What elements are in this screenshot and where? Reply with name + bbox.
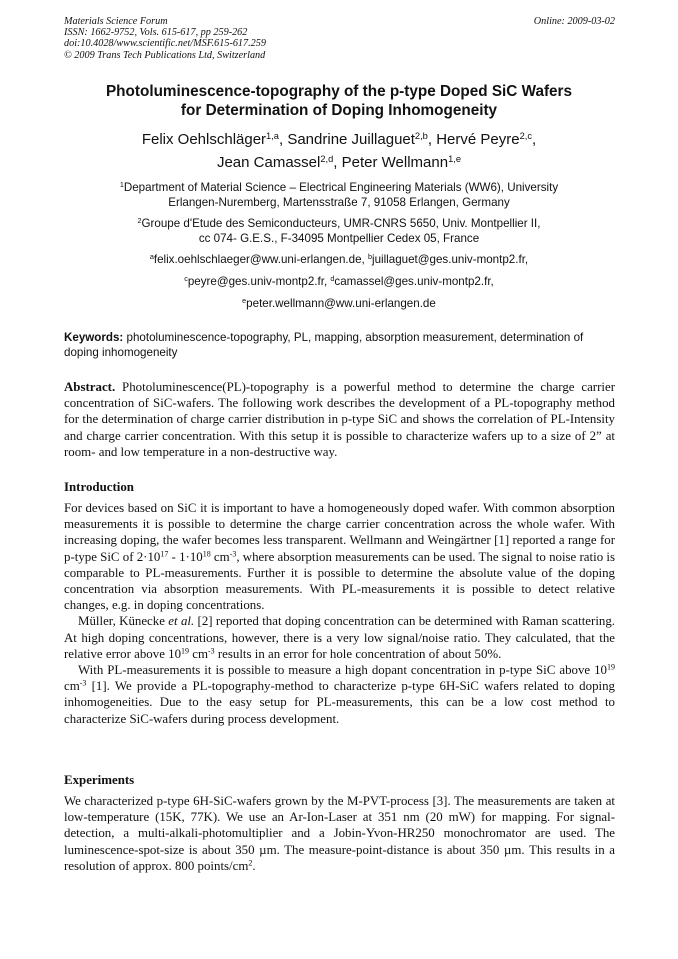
exponent: 18 xyxy=(202,549,211,559)
author-name: Sandrine Juillaguet xyxy=(287,131,415,148)
doi-line: doi:10.4028/www.scientific.net/MSF.615-617.259 xyxy=(64,38,266,50)
affiliation-text: Department of Material Science – Electrical Engineering Materials (WW6), University xyxy=(123,181,559,194)
email-line-3 xyxy=(40,296,638,311)
email-mark: d xyxy=(330,274,335,284)
journal-header xyxy=(64,16,615,61)
paragraph-text: results in an error for hole concentration of about 50%. xyxy=(214,646,502,661)
affiliation-2-line-2: cc 074- G.E.S., F-34095 Montpellier Cedex 05, France xyxy=(198,232,480,245)
online-date: Online: 2009-03-02 xyxy=(533,16,615,27)
separator: , xyxy=(333,154,342,171)
copyright-line: © 2009 Trans Tech Publications Ltd, Switzerland xyxy=(64,49,266,61)
affiliation-2 xyxy=(40,216,638,246)
author-name: Peter Wellmann xyxy=(341,154,449,171)
exponent: 17 xyxy=(160,549,169,559)
introduction-heading: Introduction xyxy=(64,480,134,494)
email-address: felix.oehlschlaeger@ww.uni-erlangen.de, xyxy=(153,253,365,266)
exponent: -3 xyxy=(79,678,87,688)
abstract-label: Abstract. xyxy=(64,380,116,394)
affiliation-1 xyxy=(40,180,638,210)
author-affiliation-mark: 1,e xyxy=(448,153,462,164)
title-line-2: for Determination of Doping Inhomogeneity xyxy=(180,102,498,119)
exponent: -3 xyxy=(229,549,237,559)
introduction-paragraph-1 xyxy=(64,500,615,613)
keywords xyxy=(64,330,615,360)
paragraph-text: With PL-measurements it is possible to measure a high dopant concentration in p-type SiC above 10 xyxy=(78,663,608,678)
paragraph-text: , where absorption measurements can be used. The signal to noise ratio is comparable to PL-measurements. Further it is possible to determine the absolute value of the doping concentration via absorption measurements. With PL-measurements it is possible to detect relative changes, e.g. in doping concentrations. xyxy=(64,549,615,613)
introduction-paragraph-3 xyxy=(64,662,615,727)
exponent: -3 xyxy=(208,646,215,656)
email-mark: a xyxy=(149,252,154,262)
email-line-2 xyxy=(40,274,638,289)
affiliation-1-line-2: Erlangen-Nuremberg, Martensstraße 7, 91058 Erlangen, Germany xyxy=(168,196,510,209)
journal-name: Materials Science Forum xyxy=(64,16,168,27)
experiments-paragraph-1 xyxy=(64,793,615,874)
author-affiliation-mark: 1,a xyxy=(266,130,279,141)
exponent: 19 xyxy=(607,662,615,672)
introduction-body xyxy=(64,500,615,727)
author-list xyxy=(40,128,638,174)
affiliation-number: 1 xyxy=(119,180,124,190)
paper-title xyxy=(40,82,638,120)
paragraph-text: cm xyxy=(189,646,208,661)
abstract xyxy=(64,379,615,460)
email-line-1 xyxy=(40,252,638,267)
exponent: 19 xyxy=(181,646,190,656)
keywords-label: Keywords: xyxy=(64,331,124,344)
author-name: Hervé Peyre xyxy=(436,131,520,148)
email-mark: b xyxy=(368,252,372,262)
authors-line-2 xyxy=(40,151,638,174)
paragraph-text: For devices based on SiC it is important to have a homogeneously doped wafer. With common absorption measurements it is possible to determine the charge carrier concentration across the whole wafer. With increasing doping, the wafer becomes less transparent. Wellmann and Weingärtner [1] reported a range for p-type SiC of 2·10 xyxy=(64,501,615,564)
author-name: Jean Camassel xyxy=(216,154,321,171)
affiliation-text: Groupe d'Etude des Semiconducteurs, UMR-CNRS 5650, Univ. Montpellier II, xyxy=(141,217,541,230)
paragraph-text: Müller, Künecke xyxy=(78,614,169,629)
separator: , xyxy=(531,131,537,148)
author-affiliation-mark: 2,b xyxy=(414,130,428,141)
separator: , xyxy=(278,131,288,148)
paragraph-text: . xyxy=(252,858,256,873)
paragraph-text: [1]. We provide a PL-topography-method to characterize p-type 6H-SiC wafers related to doping inhomogeneities. Due to the easy setup for PL-measurements, this can be a low cost method to characterize SiC-wafers during process development. xyxy=(64,679,615,726)
introduction-paragraph-2 xyxy=(64,613,615,662)
experiments-heading: Experiments xyxy=(64,773,135,787)
email-mark: c xyxy=(184,274,188,284)
paragraph-text: [2] reported that doping concentration can be determined with Raman scattering. At high doping concentrations, however, there is a very low signal/noise ratio. They calculated, that the relative error above 10 xyxy=(64,614,616,661)
author-name: Felix Oehlschläger xyxy=(141,131,267,148)
email-address: juillaguet@ges.univ-montp2.fr, xyxy=(372,253,529,266)
exponent: 2 xyxy=(248,858,253,868)
email-mark: e xyxy=(242,296,247,306)
affiliation-number: 2 xyxy=(137,216,142,226)
keywords-text: photoluminescence-topography, PL, mapping, absorption measurement, determination of doping inhomogeneity xyxy=(64,331,584,359)
et-al: et al. xyxy=(168,614,195,629)
paragraph-text: - 1·10 xyxy=(168,549,203,564)
affiliation-1-line-1 xyxy=(40,180,638,195)
paragraph-text: We characterized p-type 6H-SiC-wafers grown by the M-PVT-process [3]. The measurements are taken at low-temperature (15K, 77K). We use an Ar-Ion-Laser at 351 nm (20 mW) for mapping. For signal-detection, a multi-alkali-photomultiplier and a Jobin-Yvon-HR250 monochromator are used. The luminescence-spot-size is about 350 µm. The measure-point-distance is about 350 µm. This results in a resolution of approx. 800 points/cm xyxy=(64,794,615,873)
email-address: peyre@ges.univ-montp2.fr, xyxy=(187,275,328,288)
issn-line: ISSN: 1662-9752, Vols. 615-617, pp 259-262 xyxy=(64,27,248,39)
experiments-body xyxy=(64,793,615,874)
paragraph-text: cm xyxy=(64,679,80,694)
affiliation-2-line-1 xyxy=(40,216,638,231)
author-affiliation-mark: 2,c xyxy=(519,130,532,141)
title-line-1: Photoluminescence-topography of the p-type Doped SiC Wafers xyxy=(105,83,573,100)
separator: , xyxy=(427,131,437,148)
email-address: peter.wellmann@ww.uni-erlangen.de xyxy=(246,297,436,310)
paragraph-text: cm xyxy=(210,549,230,564)
abstract-paragraph xyxy=(64,379,615,460)
author-affiliation-mark: 2,d xyxy=(320,153,334,164)
authors-line-1 xyxy=(40,128,638,151)
email-address: camassel@ges.univ-montp2.fr, xyxy=(334,275,494,288)
abstract-text: Photoluminescence(PL)-topography is a powerful method to determine the charge carrier concentration of SiC-wafers. The following work describes the development of a PL-topography method for the determination of charge carrier distribution in p-type SiC and shows the correlation of PL-Intensity and charge carrier concentration. With this setup it is possible to characterize wafers up to a size of 2” at room- and low temperature in a non-destructive way. xyxy=(64,380,615,459)
